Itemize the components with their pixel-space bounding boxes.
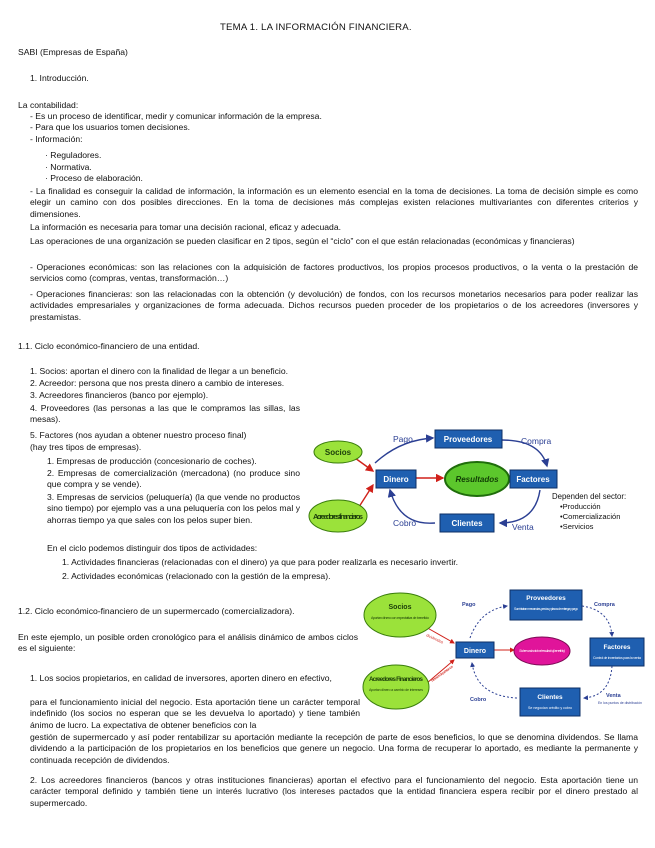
sub-item: 3. Empresas de servicios (peluquería) (la que vende no productos sino tiempo) por ejemplo vas a una peluquería con los pelos mal y ahorras tiempo ya que sales con los pelos super bien. [47,492,300,525]
paragraph-p1c: gestión de supermercado y así poder rentabilizar su aportación mediante la recepción de parte de esos beneficios, lo que se denomina dividendos. Se llama dividendo a la participación de los propietarios en los beneficios que genere un negocio. Una forma de recuperar lo aportado, es mediante la permanente y continuada recepción de dividendos. [30,732,638,765]
paragraph-intro: En este ejemplo, un posible orden cronológico para el análisis dinámico de ambos ciclos es el siguiente: [18,632,358,654]
section-heading-1-1: 1.1. Ciclo económico-financiero de una entidad. [18,341,200,351]
list-item: - Para que los usuarios tomen decisiones. [30,122,191,132]
node-resultados-label: Resultados [455,475,499,484]
node-proveedores-label: Proveedores [443,435,493,444]
node-centro-label: Sobre cada ciclo el resultado (beneficio) [519,649,565,653]
label-intereses: Intereses de préstamos [430,664,454,683]
arrow-socios-dinero [355,458,373,471]
cycle-diagram-entity [305,428,650,538]
node-proveedores-label: Proveedores [526,595,566,602]
node-dinero-label: Dinero [463,648,487,655]
sub-item: · Normativa. [45,162,92,172]
cycle-diagram-supermarket [362,588,647,718]
list-item: 1. Socios: aportan el dinero con la finalidad de llegar a un beneficio. [30,366,288,376]
list-item: - Información: [30,134,83,144]
node-acreedores [363,665,429,709]
section-heading-intro: 1. Introducción. [30,73,89,83]
node-acreedores-label: Acreedores Financieros [369,676,423,683]
label-dividendos: dividendos [425,633,444,645]
sector-item: •Producción [560,502,601,511]
paragraph-financieras: - Operaciones financieras: son las relacionadas con la obtención (y devolución) de fondos, con los recursos monetarios necesarios para poder realizar las actividades empresariales y organizaciones de forma adecuada. Dichos recursos pueden proceder de los propietarios o de los acreedores (inversores y prestamistas. [30,289,638,322]
sector-item: •Servicios [560,522,594,531]
node-factores [590,638,644,666]
sabi-line: SABI (Empresas de España) [18,47,128,57]
paragraph-finalidad: - La finalidad es conseguir la calidad de información, la información es un elemento esencial en la toma de decisiones. La toma de decisión simple es como elegir un camino con dos posibles direcciones. En la toma de decisiones más complejas existen relaciones multivariantes con diferentes criterios y dimensiones. [30,186,638,219]
node-factores-label: Factores [603,644,631,651]
label-venta: Venta [606,693,621,699]
list-item: (hay tres tipos de empresas). [30,442,142,452]
label-pago: Pago [393,434,413,444]
node-proveedores-sub: Suministran mercancías, precios y plazos de entrega y pago [514,607,578,611]
label-venta: Venta [512,522,534,532]
sub-item: 1. Empresas de producción (concesionario de coches). [47,456,257,466]
node-socios-sub: Aportan dinero con expectativa de beneficio [371,616,429,620]
node-dinero-label: Dinero [383,475,409,484]
sector-item: •Comercialización [560,512,621,521]
list-item: 4. Proveedores (las personas a las que le compramos las sillas, las mesas). [30,403,300,425]
list-item: - Es un proceso de identificar, medir y comunicar información de la empresa. [30,111,322,121]
list-item: 2. Acreedor: persona que nos presta dinero a cambio de intereses. [30,378,285,388]
node-clientes-sub: Se negocian crédito y cobro [528,706,572,710]
label-compra: Compra [594,602,615,608]
node-acreedores-label: Acreedores financieros [313,512,363,521]
arrow-cobro [472,663,517,698]
node-acreedores-sub: Aportan dinero a cambio de intereses [369,688,423,692]
arrow-compra [582,606,612,636]
arrow-pago [470,606,507,638]
paragraph-necesaria: La información es necesaria para tomar una decisión racional, eficaz y adecuada. [30,222,341,232]
label-compra: Compra [521,436,552,446]
sub-item: · Reguladores. [45,150,102,160]
paragraph-operaciones: Las operaciones de una organización se pueden clasificar en 2 tipos, según el “ciclo” con el que están relacionadas (económicas y financieras) [30,236,575,246]
label-cobro: Cobro [470,697,487,703]
label-cobro: Cobro [393,518,417,528]
node-clientes-label: Clientes [537,694,563,701]
paragraph-p1a: 1. Los socios propietarios, en calidad de inversores, aporten dinero en efectivo, [30,673,332,683]
list-item: 3. Acreedores financieros (banco por ejemplo). [30,390,209,400]
sub-item: 2. Empresas de comercialización (mercadona) (no produce sino que compra y se vende). [47,468,300,490]
label-pago: Pago [462,602,476,608]
page-title: TEMA 1. LA INFORMACIÓN FINANCIERA. [220,22,412,33]
node-clientes-label: Clientes [451,519,483,528]
sub-item: 2. Actividades económicas (relacionado con la gestión de la empresa). [62,571,331,581]
list-item: 5. Factores (nos ayudan a obtener nuestro proceso final) [30,430,247,440]
arrow-venta [500,490,540,523]
section-heading-1-2: 1.2. Ciclo económico-financiero de un supermercado (comercializadora). [18,606,295,616]
node-socios-label: Socios [324,448,352,457]
node-factores-label: Factores [516,475,550,484]
paragraph-economicas: - Operaciones económicas: son las relaciones con la adquisición de factores productivos, los propios procesos productivos, o la venta o la prestación de servicios como (compras, ventas, transformación…) [30,262,638,284]
paragraph-ciclo: En el ciclo podemos distinguir dos tipos de actividades: [47,543,258,553]
sub-item: 1. Actividades financieras (relacionadas con el dinero) ya que para poder realizarla es necesario invertir. [62,557,459,567]
sector-title: Dependen del sector: [552,492,627,501]
node-socios [364,593,436,637]
paragraph-p1b: para el funcionamiento inicial del negocio. Esta aportación tiene un carácter temporal indefinido (los socios no esperan que se les devuelva lo aportado) y tiene también ánimo de lucro. La expectativa de obtener beneficios con la [30,697,360,730]
contab-heading: La contabilidad: [18,100,79,110]
sub-item: · Proceso de elaboración. [45,173,143,183]
node-socios-label: Socios [388,604,412,611]
node-factores-sub: Control de inventarios para la venta [593,656,641,660]
node-clientes [520,688,580,716]
paragraph-p2: 2. Los acreedores financieros (bancos y otras instituciones financieras) aportan el efectivo para el funcionamiento del negocio. Esta aportación tiene un carácter temporal definido y también tiene un interés lucrativo (los intereses pactados que la entidad financiera espera recibir por el dinero prestado al supermercado. [30,775,638,808]
label-venta-sub: En los puntos de distribución [598,701,642,705]
